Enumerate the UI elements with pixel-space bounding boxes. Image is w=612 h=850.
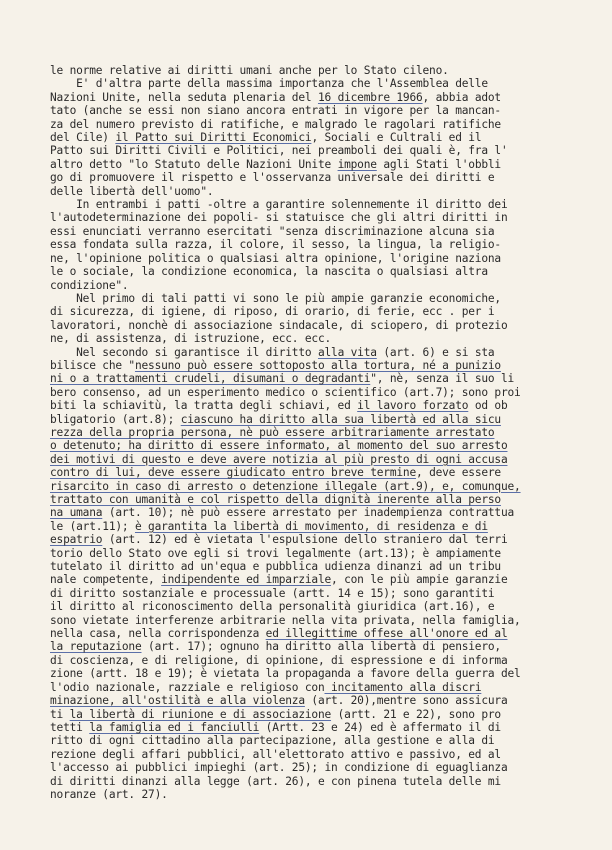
underlined-text: trattato con umanità e col rispetto della dignità inerente alla perso	[50, 493, 501, 506]
text-line	[50, 426, 570, 439]
text-line	[50, 104, 570, 117]
text-segment: lavoratori, nonchè di associazione sindacale, di sciopero, di protezio	[50, 318, 508, 332]
text-segment: ritto di ogni cittadino alla partecipazione, alla gestione e alla di	[50, 734, 495, 748]
text-segment: (art. 6) e si sta	[376, 345, 495, 359]
text-line	[50, 144, 570, 157]
text-line	[50, 91, 570, 104]
document-body	[50, 64, 570, 801]
text-segment: tutelato il diritto ad un'equa e pubblica udienza dinanzi ad un tribu	[50, 560, 501, 574]
paragraph	[50, 77, 570, 198]
text-segment: Nel primo di tali patti vi sono le più ampie garanzie economiche,	[50, 291, 501, 305]
text-segment: Nazioni Unite, nella seduta plenaria del	[50, 90, 318, 104]
text-segment: nella casa, nella corrispondenza	[50, 627, 266, 641]
text-line	[50, 305, 570, 318]
text-segment: Patto sui Diritti Civili e Politici, nei preamboli dei quali è, fra l'	[50, 144, 508, 158]
text-line	[50, 721, 570, 734]
text-line	[50, 775, 570, 788]
text-line	[50, 64, 570, 77]
text-line	[50, 560, 570, 573]
text-segment: di sicurezza, di igiene, di riposo, di orario, di ferie, ecc . per i	[50, 305, 495, 319]
text-line	[50, 453, 570, 466]
text-segment: l'autodeterminazione dei popoli- si statuisce che gli altri diritti in	[50, 211, 508, 225]
text-segment: bligatorio (art.8);	[50, 412, 181, 426]
text-segment: condizione".	[50, 278, 129, 292]
text-line	[50, 640, 570, 653]
underlined-text: la libertà di riunione e di associazione	[69, 707, 332, 721]
text-segment: del Cile)	[50, 131, 116, 145]
underlined-text: o detenuto; ha diritto di essere informato, al momento del suo arresto	[50, 439, 508, 453]
text-line	[50, 520, 570, 533]
text-line	[50, 399, 570, 412]
underlined-text: minazione, all'ostilità e alla violenza	[50, 694, 305, 708]
text-segment: bilisce che "	[50, 358, 135, 372]
text-line	[50, 573, 570, 586]
underlined-text: nessuno può essere sottoposto alla tortura, né a punizio	[134, 358, 501, 372]
text-line	[50, 185, 570, 198]
text-line	[50, 681, 570, 694]
text-segment: sono vietate interferenze arbitrarie nella vita privata, nella famiglia,	[50, 613, 521, 627]
text-segment: di diritti dinanzi alla legge (art. 26), e con pinena tutela delle mi	[50, 774, 501, 788]
text-line	[50, 386, 570, 399]
underlined-text: ed illegittime offese all'onore ed al	[265, 627, 508, 641]
text-segment: delle libertà dell'uomo".	[50, 184, 214, 198]
text-segment: ne, di assistenza, di istruzione, ecc. ecc.	[50, 332, 332, 346]
text-line	[50, 292, 570, 305]
text-segment: di diritto sostanziale e processuale (artt. 14 e 15); sono garantiti	[50, 586, 495, 600]
text-line	[50, 547, 570, 560]
text-line	[50, 708, 570, 721]
underlined-text: na umana	[50, 506, 103, 520]
text-line	[50, 171, 570, 184]
text-segment: noranze (art. 27).	[50, 787, 168, 801]
text-segment: ti	[50, 707, 70, 721]
text-segment: biti la schiavitù, la tratta degli schiavi, ed	[50, 399, 358, 413]
text-line	[50, 372, 570, 385]
text-segment: tetti	[50, 720, 90, 734]
text-line	[50, 77, 570, 90]
underlined-text: 16 dicembre 1966	[317, 90, 423, 104]
text-line	[50, 211, 570, 224]
text-segment: tato (anche se essi non siano ancora entrati in vigore per la mancan-	[50, 104, 501, 118]
underlined-text: espatrio	[50, 533, 103, 547]
text-segment: od ob	[468, 399, 508, 413]
text-segment: il diritto al riconoscimento della personalità giuridica (art.16), e	[50, 600, 495, 614]
text-line	[50, 748, 570, 761]
text-line	[50, 413, 570, 426]
text-line	[50, 694, 570, 707]
text-segment: (art. 20),mentre sono assicura	[304, 694, 508, 708]
text-line	[50, 252, 570, 265]
text-line	[50, 131, 570, 144]
underlined-text: la reputazione	[50, 640, 142, 654]
text-line	[50, 118, 570, 131]
underlined-text: rezza della propria persona, nè può essere arbitrariamente arrestato	[50, 425, 495, 439]
text-line	[50, 198, 570, 211]
text-segment: le o sociale, la condizione economica, la nascita o qualsiasi altra	[50, 265, 488, 279]
text-line	[50, 225, 570, 238]
text-segment: le (art.11);	[50, 519, 135, 533]
text-line	[50, 439, 570, 452]
text-line	[50, 614, 570, 627]
text-line	[50, 158, 570, 171]
text-segment: agli Stati l'obbli	[376, 157, 501, 171]
text-line	[50, 466, 570, 479]
text-line	[50, 506, 570, 519]
text-line	[50, 654, 570, 667]
underlined-text: la famiglia ed i fanciulli	[89, 720, 260, 734]
text-line	[50, 493, 570, 506]
underlined-text: è garantita la libertà di movimento, di residenza e di	[134, 519, 488, 533]
text-line	[50, 761, 570, 774]
text-segment: ne, l'opinione politica o qualsiasi altra opinione, l'origine naziona	[50, 251, 501, 265]
underlined-text: indipendente ed imparziale	[161, 573, 332, 587]
underlined-text: il Patto sui Diritti Economici	[115, 131, 312, 145]
text-segment: essa fondata sulla razza, il colore, il sesso, la lingua, la religio-	[50, 238, 501, 252]
text-line	[50, 480, 570, 493]
text-segment: , abbia adot	[422, 90, 501, 104]
underlined-text: alla vita	[317, 345, 377, 359]
text-segment: (art. 12) ed è vietata l'espulsione dello straniero dal terri	[102, 533, 508, 547]
text-segment: Nel secondo si garantisce il diritto	[50, 345, 318, 359]
underlined-text: incitamento alla discri	[324, 680, 482, 694]
text-segment: In entrambi i patti -oltre a garantire solennemente il diritto dei	[50, 198, 508, 212]
text-segment: , Sociali e Cultrali ed il	[311, 131, 482, 145]
text-segment: E' d'altra parte della massima importanza che l'Assemblea delle	[50, 77, 488, 91]
text-line	[50, 667, 570, 680]
paragraph	[50, 198, 570, 292]
text-segment: bero consenso, ad un esperimento medico o scientifico (art.7); sono proi	[50, 385, 521, 399]
text-segment: ", nè, senza il suo li	[370, 372, 515, 386]
text-line	[50, 359, 570, 372]
text-segment: nale competente,	[50, 573, 162, 587]
text-line	[50, 734, 570, 747]
underlined-text: ciascuno ha diritto alla sua libertà ed alla sicu	[180, 412, 501, 426]
text-line	[50, 332, 570, 345]
text-line	[50, 600, 570, 613]
underlined-text: impone	[337, 157, 377, 171]
paragraph	[50, 64, 570, 77]
text-segment: go di promuovere il rispetto e l'osservanza universale dei diritti e	[50, 171, 495, 185]
text-segment: l'odio nazionale, razziale e religioso con	[50, 680, 325, 694]
paragraph	[50, 292, 570, 346]
text-segment: le norme relative ai diritti umani anche per lo Stato cileno.	[50, 64, 449, 77]
text-segment: torio dello Stato ove egli si trovi legalmente (art.13); è ampiamente	[50, 546, 501, 560]
text-line	[50, 319, 570, 332]
text-line	[50, 627, 570, 640]
text-segment: altro detto "lo Statuto delle Nazioni Unite	[50, 157, 338, 171]
text-segment: (art. 10); nè può essere arrestato per inadempienza contrattua	[102, 506, 515, 520]
text-segment: zione (artt. 18 e 19); è vietata la propaganda a favore della guerra del	[50, 667, 521, 681]
text-line	[50, 238, 570, 251]
text-line	[50, 533, 570, 546]
text-line	[50, 587, 570, 600]
underlined-text: il lavoro forzato	[357, 399, 469, 413]
text-segment: (Artt. 23 e 24) ed è affermato il di	[259, 720, 501, 734]
text-line	[50, 279, 570, 292]
text-line	[50, 788, 570, 801]
text-segment: za del numero previsto di ratifiche, e malgrado le ragolari ratifiche	[50, 117, 501, 131]
underlined-text: risarcito in caso di arresto o detenzione illegale (art.9), e, comunque,	[50, 479, 521, 493]
text-segment: di coscienza, e di religione, di opinione, di espressione e di informa	[50, 653, 508, 667]
text-segment: , deve essere	[416, 466, 501, 480]
underlined-text: contro di lui, deve essere giudicato entro breve termine	[50, 466, 416, 480]
underlined-text: ni o a trattamenti crudeli, disumani o degradanti	[50, 372, 371, 386]
text-line	[50, 265, 570, 278]
text-segment: l'accesso ai pubblici impieghi (art. 25); in condizione di eguaglianza	[50, 761, 508, 775]
text-segment: (artt. 21 e 22), sono pro	[331, 707, 501, 721]
paragraph	[50, 346, 570, 802]
text-segment: essi enunciati verranno esercitati "senza discriminazione alcuna sia	[50, 224, 495, 238]
text-segment: , con le più ampie garanzie	[331, 573, 508, 587]
text-line	[50, 346, 570, 359]
text-segment: rezione degli affari pubblici, all'elettorato attivo e passivo, ed al	[50, 747, 501, 761]
text-segment: (art. 17); ognuno ha diritto alla libertà di pensiero,	[141, 640, 501, 654]
underlined-text: dei motivi di questo e deve avere notizia al più presto di ogni accusa	[50, 452, 508, 466]
